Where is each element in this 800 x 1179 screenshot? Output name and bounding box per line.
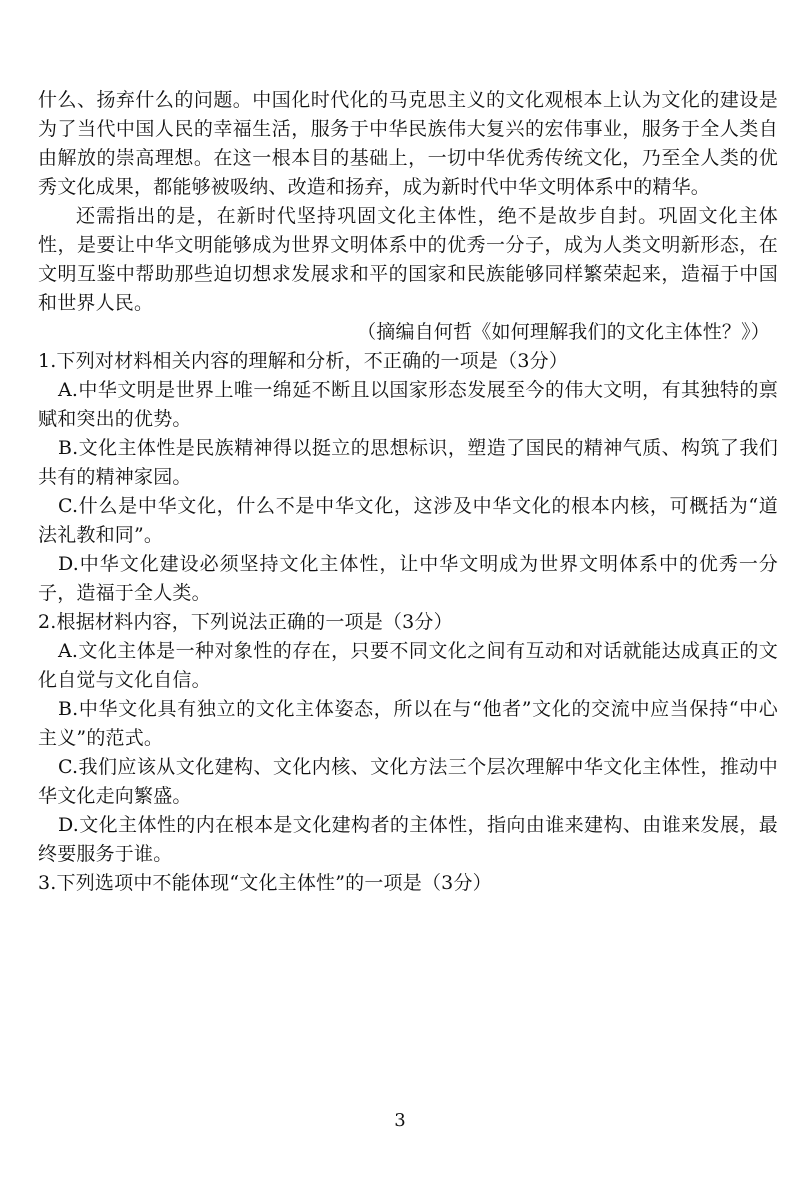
- question-2-option-c: C.我们应该从文化建构、文化内核、文化方法三个层次理解中华文化主体性，推动中华文化走向繁盛。: [38, 756, 778, 807]
- question-3-stem: 3.下列选项中不能体现“文化主体性”的一项是（3分）: [38, 872, 492, 894]
- question-1-stem: 1.下列对材料相关内容的理解和分析，不正确的一项是（3分）: [38, 350, 569, 372]
- question-2-option-a: A.文化主体是一种对象性的存在，只要不同文化之间有互动和对话就能达成真正的文化自觉与文化自信。: [38, 640, 778, 691]
- question-1-option-a: A.中华文明是世界上唯一绵延不断且以国家形态发展至今的伟大文明，有其独特的禀赋和突出的优势。: [38, 379, 778, 430]
- question-2-option-b: B.中华文化具有独立的文化主体姿态，所以在与“他者”文化的交流中应当保持“中心主义”的范式。: [38, 698, 778, 749]
- reading-passage: [38, 86, 778, 898]
- question-1: [38, 347, 778, 608]
- question-1-option-b: B.文化主体性是民族精神得以挺立的思想标识，塑造了国民的精神气质、构筑了我们共有的精神家园。: [38, 437, 778, 488]
- passage-paragraph-2: 还需指出的是，在新时代坚持巩固文化主体性，绝不是故步自封。巩固文化主体性，是要让中华文明能够成为世界文明体系中的优秀一分子，成为人类文明新形态，在文明互鉴中帮助那些迫切想求发展求和平的国家和民族能够同样繁荣起来，造福于中国和世界人民。: [38, 205, 778, 314]
- question-3: [38, 869, 778, 898]
- question-2: [38, 608, 778, 869]
- page-number: 3: [394, 1110, 406, 1131]
- passage-paragraph-1: 什么、扬弃什么的问题。中国化时代化的马克思主义的文化观根本上认为文化的建设是为了当代中国人民的幸福生活，服务于中华民族伟大复兴的宏伟事业，服务于全人类自由解放的崇高理想。在这一根本目的基础上，一切中华优秀传统文化，乃至全人类的优秀文化成果，都能够被吸纳、改造和扬弃，成为新时代中华文明体系中的精华。: [38, 89, 778, 198]
- question-2-stem: 2.根据材料内容，下列说法正确的一项是（3分）: [38, 611, 453, 633]
- question-1-option-d: D.中华文化建设必须坚持文化主体性，让中华文明成为世界文明体系中的优秀一分子，造福于全人类。: [38, 553, 778, 604]
- question-2-option-d: D.文化主体性的内在根本是文化建构者的主体性，指向由谁来建构、由谁来发展，最终要服务于谁。: [38, 814, 778, 865]
- question-1-option-c: C.什么是中华文化，什么不是中华文化，这涉及中华文化的根本内核，可概括为“道法礼教和同”。: [38, 495, 778, 546]
- passage-source: （摘编自何哲《如何理解我们的文化主体性？》）: [357, 321, 770, 343]
